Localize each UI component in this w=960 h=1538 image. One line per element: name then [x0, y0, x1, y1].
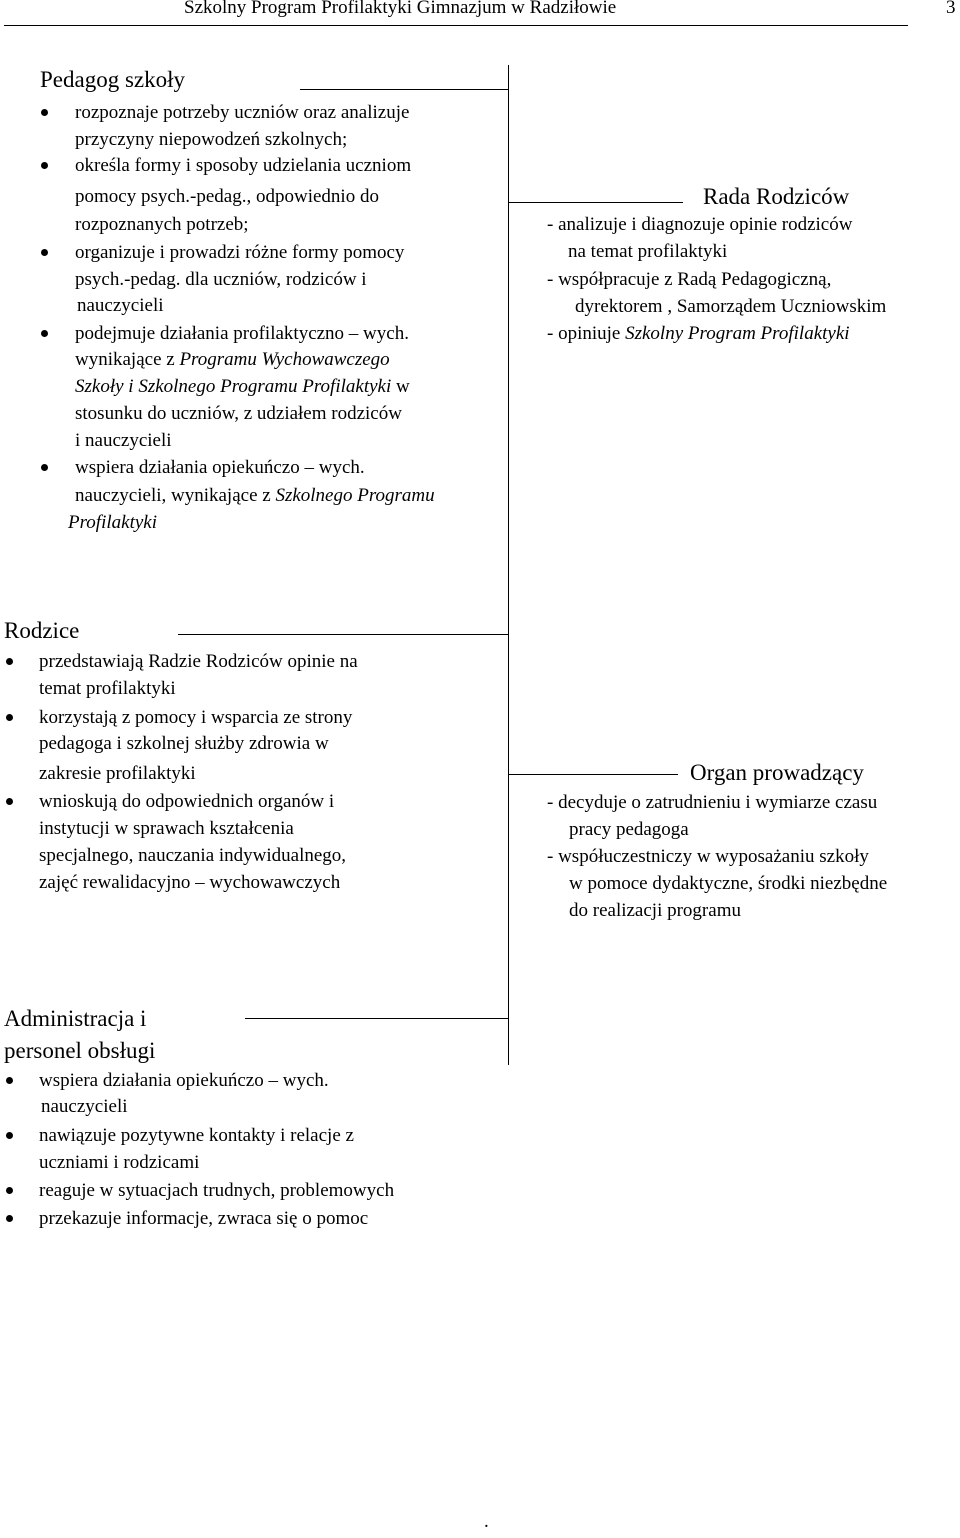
rada-line: - współpracuje z Radą Pedagogiczną, — [547, 269, 832, 290]
connector-administracja — [245, 1018, 508, 1019]
administracja-line: przekazuje informacje, zwraca się o pomoc — [39, 1208, 369, 1229]
document-title: Szkolny Program Profilaktyki Gimnazjum w Radziłowie — [184, 0, 617, 18]
bullet-icon — [41, 109, 48, 116]
organ-line: w pomoce dydaktyczne, środki niezbędne — [569, 873, 888, 894]
footer-dot: . — [484, 1511, 489, 1532]
bullet-icon — [41, 464, 48, 471]
administracja-line: nauczycieli — [41, 1096, 128, 1117]
administracja-line: wspiera działania opiekuńczo – wych. — [39, 1070, 329, 1091]
bullet-icon — [6, 714, 13, 721]
page-number: 3 — [946, 0, 956, 18]
administracja-title: Administracja i — [4, 1006, 147, 1031]
connector-vertical — [508, 65, 509, 1065]
connector-rodzice — [178, 634, 508, 635]
administracja-line: uczniami i rodzicami — [39, 1152, 200, 1173]
pedagog-line: podejmuje działania profilaktyczno – wych. — [75, 323, 409, 344]
pedagog-line: organizuje i prowadzi różne formy pomocy — [75, 242, 405, 263]
rada-line: dyrektorem , Samorządem Uczniowskim — [575, 296, 887, 317]
bullet-icon — [41, 249, 48, 256]
bullet-icon — [6, 798, 13, 805]
organ-line: - decyduje o zatrudnieniu i wymiarze czasu — [547, 792, 878, 813]
pedagog-line: wynikające z Programu Wychowawczego — [75, 349, 390, 370]
pedagog-line: i nauczycieli — [75, 430, 172, 451]
rodzice-line: korzystają z pomocy i wsparcia ze strony — [39, 707, 353, 728]
bullet-icon — [41, 330, 48, 337]
bullet-icon — [6, 1077, 13, 1084]
rada-title: Rada Rodziców — [703, 184, 850, 209]
bullet-icon — [6, 1187, 13, 1194]
pedagog-line: nauczycieli, wynikające z Szkolnego Programu — [75, 485, 435, 506]
pedagog-line: określa formy i sposoby udzielania uczniom — [75, 155, 412, 176]
rada-line: na temat profilaktyki — [568, 241, 728, 262]
bullet-icon — [6, 1132, 13, 1139]
bullet-icon — [6, 1215, 13, 1222]
pedagog-line: pomocy psych.-pedag., odpowiednio do — [75, 186, 379, 207]
rodzice-line: przedstawiają Radzie Rodziców opinie na — [39, 651, 358, 672]
pedagog-line: rozpoznanych potrzeb; — [75, 214, 249, 235]
pedagog-line: stosunku do uczniów, z udziałem rodziców — [75, 403, 402, 424]
rodzice-line: pedagoga i szkolnej służby zdrowia w — [39, 733, 329, 754]
rodzice-line: instytucji w sprawach kształcenia — [39, 818, 294, 839]
pedagog-line: rozpoznaje potrzeby uczniów oraz analizuje — [75, 102, 410, 123]
connector-organ — [508, 774, 678, 775]
rodzice-line: specjalnego, nauczania indywidualnego, — [39, 845, 347, 866]
organ-line: pracy pedagoga — [569, 819, 689, 840]
rada-line: - opiniuje Szkolny Program Profilaktyki — [547, 323, 850, 344]
rodzice-line: temat profilaktyki — [39, 678, 176, 699]
administracja-line: reaguje w sytuacjach trudnych, problemowych — [39, 1180, 395, 1201]
header-rule — [4, 25, 908, 26]
rada-line: - analizuje i diagnozuje opinie rodziców — [547, 214, 853, 235]
organ-line: - współuczestniczy w wyposażaniu szkoły — [547, 846, 869, 867]
pedagog-line: przyczyny niepowodzeń szkolnych; — [75, 129, 348, 150]
administracja-line: nawiązuje pozytywne kontakty i relacje z — [39, 1125, 354, 1146]
connector-pedagog — [300, 89, 508, 90]
rodzice-title: Rodzice — [4, 618, 80, 643]
pedagog-title: Pedagog szkoły — [40, 67, 186, 92]
rodzice-line: zakresie profilaktyki — [39, 763, 196, 784]
pedagog-line: wspiera działania opiekuńczo – wych. — [75, 457, 365, 478]
connector-rada — [508, 202, 683, 203]
pedagog-line: Szkoły i Szkolnego Programu Profilaktyki w — [75, 376, 410, 397]
pedagog-line: psych.-pedag. dla uczniów, rodziców i — [75, 269, 367, 290]
pedagog-line: nauczycieli — [77, 295, 164, 316]
administracja-title: personel obsługi — [4, 1038, 156, 1063]
organ-title: Organ prowadzący — [690, 760, 864, 785]
bullet-icon — [6, 658, 13, 665]
rodzice-line: wnioskują do odpowiednich organów i — [39, 791, 335, 812]
rodzice-line: zajęć rewalidacyjno – wychowawczych — [39, 872, 341, 893]
organ-line: do realizacji programu — [569, 900, 741, 921]
pedagog-line: Profilaktyki — [68, 512, 157, 533]
bullet-icon — [41, 162, 48, 169]
